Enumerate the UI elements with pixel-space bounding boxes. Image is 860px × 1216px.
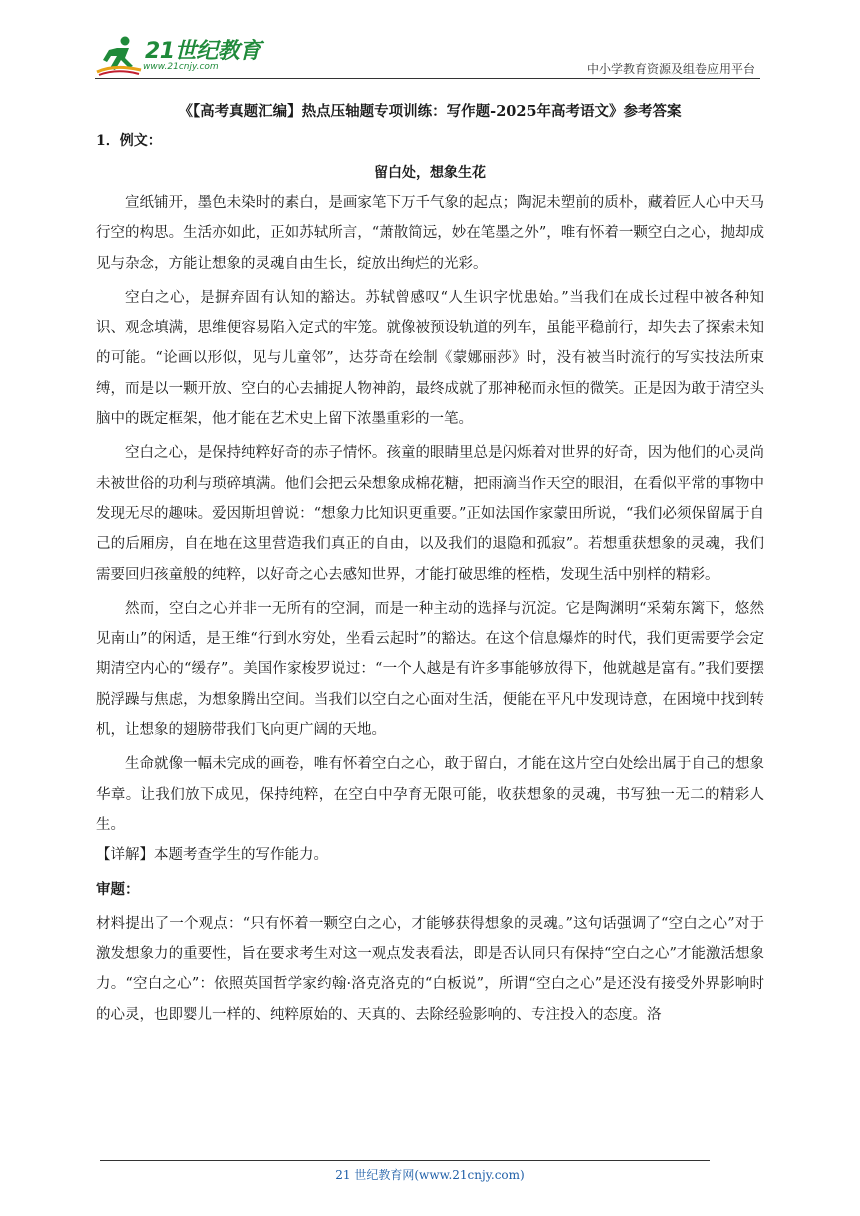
site-logo[interactable] — [95, 34, 265, 76]
essay-paragraph-3: 空白之心，是保持纯粹好奇的赤子情怀。孩童的眼睛里总是闪烁着对世界的好奇，因为他们的心灵尚未被世俗的功利与琐碎填满。他们会把云朵想象成棉花糖，把雨滴当作天空的眼泪，在看似平常的事物中发现无尽的趣味。爱因斯坦曾说：“想象力比知识更重要。”正如法国作家蒙田所说，“我们必须保留属于自己的后厢房，自在地在这里营造我们真正的自由，以及我们的退隐和孤寂”。若想重获想象的灵魂，我们需要回归孩童般的纯粹，以好奇之心去感知世界，才能打破思维的桎梏，发现生活中别样的精彩。 — [96, 445, 764, 583]
essay-paragraph-2: 空白之心，是摒弃固有认知的豁达。苏轼曾感叹“人生识字忧患始。”当我们在成长过程中被各种知识、观念填满，思维便容易陷入定式的牢笼。就像被预设轨道的列车，虽能平稳前行，却失去了探索未知的可能。“论画以形似，见与儿童邻”，达芬奇在绘制《蒙娜丽莎》时，没有被当时流行的写实技法所束缚，而是以一颗开放、空白的心去捕捉人物神韵，最终成就了那神秘而永恒的微笑。正是因为敢于清空头脑中的既定框架，他才能在艺术史上留下浓墨重彩的一笔。 — [96, 289, 764, 428]
question-label: 1．例文： — [96, 133, 162, 149]
platform-name: 中小学教育资源及组卷应用平台 — [586, 62, 755, 76]
review-label: 审题： — [96, 880, 140, 898]
essay-title: 留白处，想象生花 — [374, 165, 486, 181]
essay-paragraph-4: 然而，空白之心并非一无所有的空洞，而是一种主动的选择与沉淀。它是陶渊明“采菊东篱下，悠然见南山”的闲适，是王维“行到水穷处，坐看云起时”的豁达。在这个信息爆炸的时代，我们更需要学会定期清空内心的“缓存”。美国作家梭罗说过：“一个人越是有许多事能够放得下，他就越是富有。”我们要摆脱浮躁与焦虑，为想象腾出空间。当我们以空白之心面对生活，便能在平凡中发现诗意，在困境中找到转机，让想象的翅膀带我们飞向更广阔的天地。 — [96, 600, 764, 739]
runner-logo-icon — [95, 34, 145, 76]
essay-body — [96, 188, 764, 1030]
document-title: 《【高考真题汇编】热点压轴题专项训练：写作题-2025年高考语文》参考答案 — [178, 103, 682, 120]
footer-link[interactable]: 21 世纪教育网(www.21cnjy.com) — [335, 1168, 525, 1182]
detail-line: 【详解】本题考查学生的写作能力。 — [96, 847, 328, 864]
header-divider — [95, 78, 760, 79]
logo-text: 21世纪教育 — [145, 39, 261, 64]
essay-paragraph-1: 宣纸铺开，墨色未染时的素白，是画家笔下万千气象的起点；陶泥未塑前的质朴，藏着匠人心中天马行空的构思。生活亦如此，正如苏轼所言，“萧散简远，妙在笔墨之外”，唯有怀着一颗空白之心，抛却成见与杂念，方能让想象的灵魂自由生长，绽放出绚烂的光彩。 — [96, 195, 764, 272]
page-header — [95, 30, 760, 80]
footer-divider — [100, 1160, 710, 1161]
review-text: 材料提出了一个观点：“只有怀着一颗空白之心，才能够获得想象的灵魂。”这句话强调了“空白之心”对于激发想象力的重要性，旨在要求考生对这一观点发表看法，即是否认同只有保持“空白之心”才能激活想象力。“空白之心”：依照英国哲学家约翰·洛克洛克的“白板说”，所谓“空白之心”是还没有接受外界影响时的心灵，也即婴儿一样的、纯粹原始的、天真的、去除经验影响的、专注投入的态度。洛 — [96, 915, 764, 1023]
essay-paragraph-5: 生命就像一幅未完成的画卷，唯有怀着空白之心，敢于留白，才能在这片空白处绘出属于自己的想象华章。让我们放下成见，保持纯粹，在空白中孕育无限可能，收获想象的灵魂，书写独一无二的精彩人生。 — [96, 756, 764, 833]
logo-url: www.21cnjy.com — [143, 62, 219, 72]
